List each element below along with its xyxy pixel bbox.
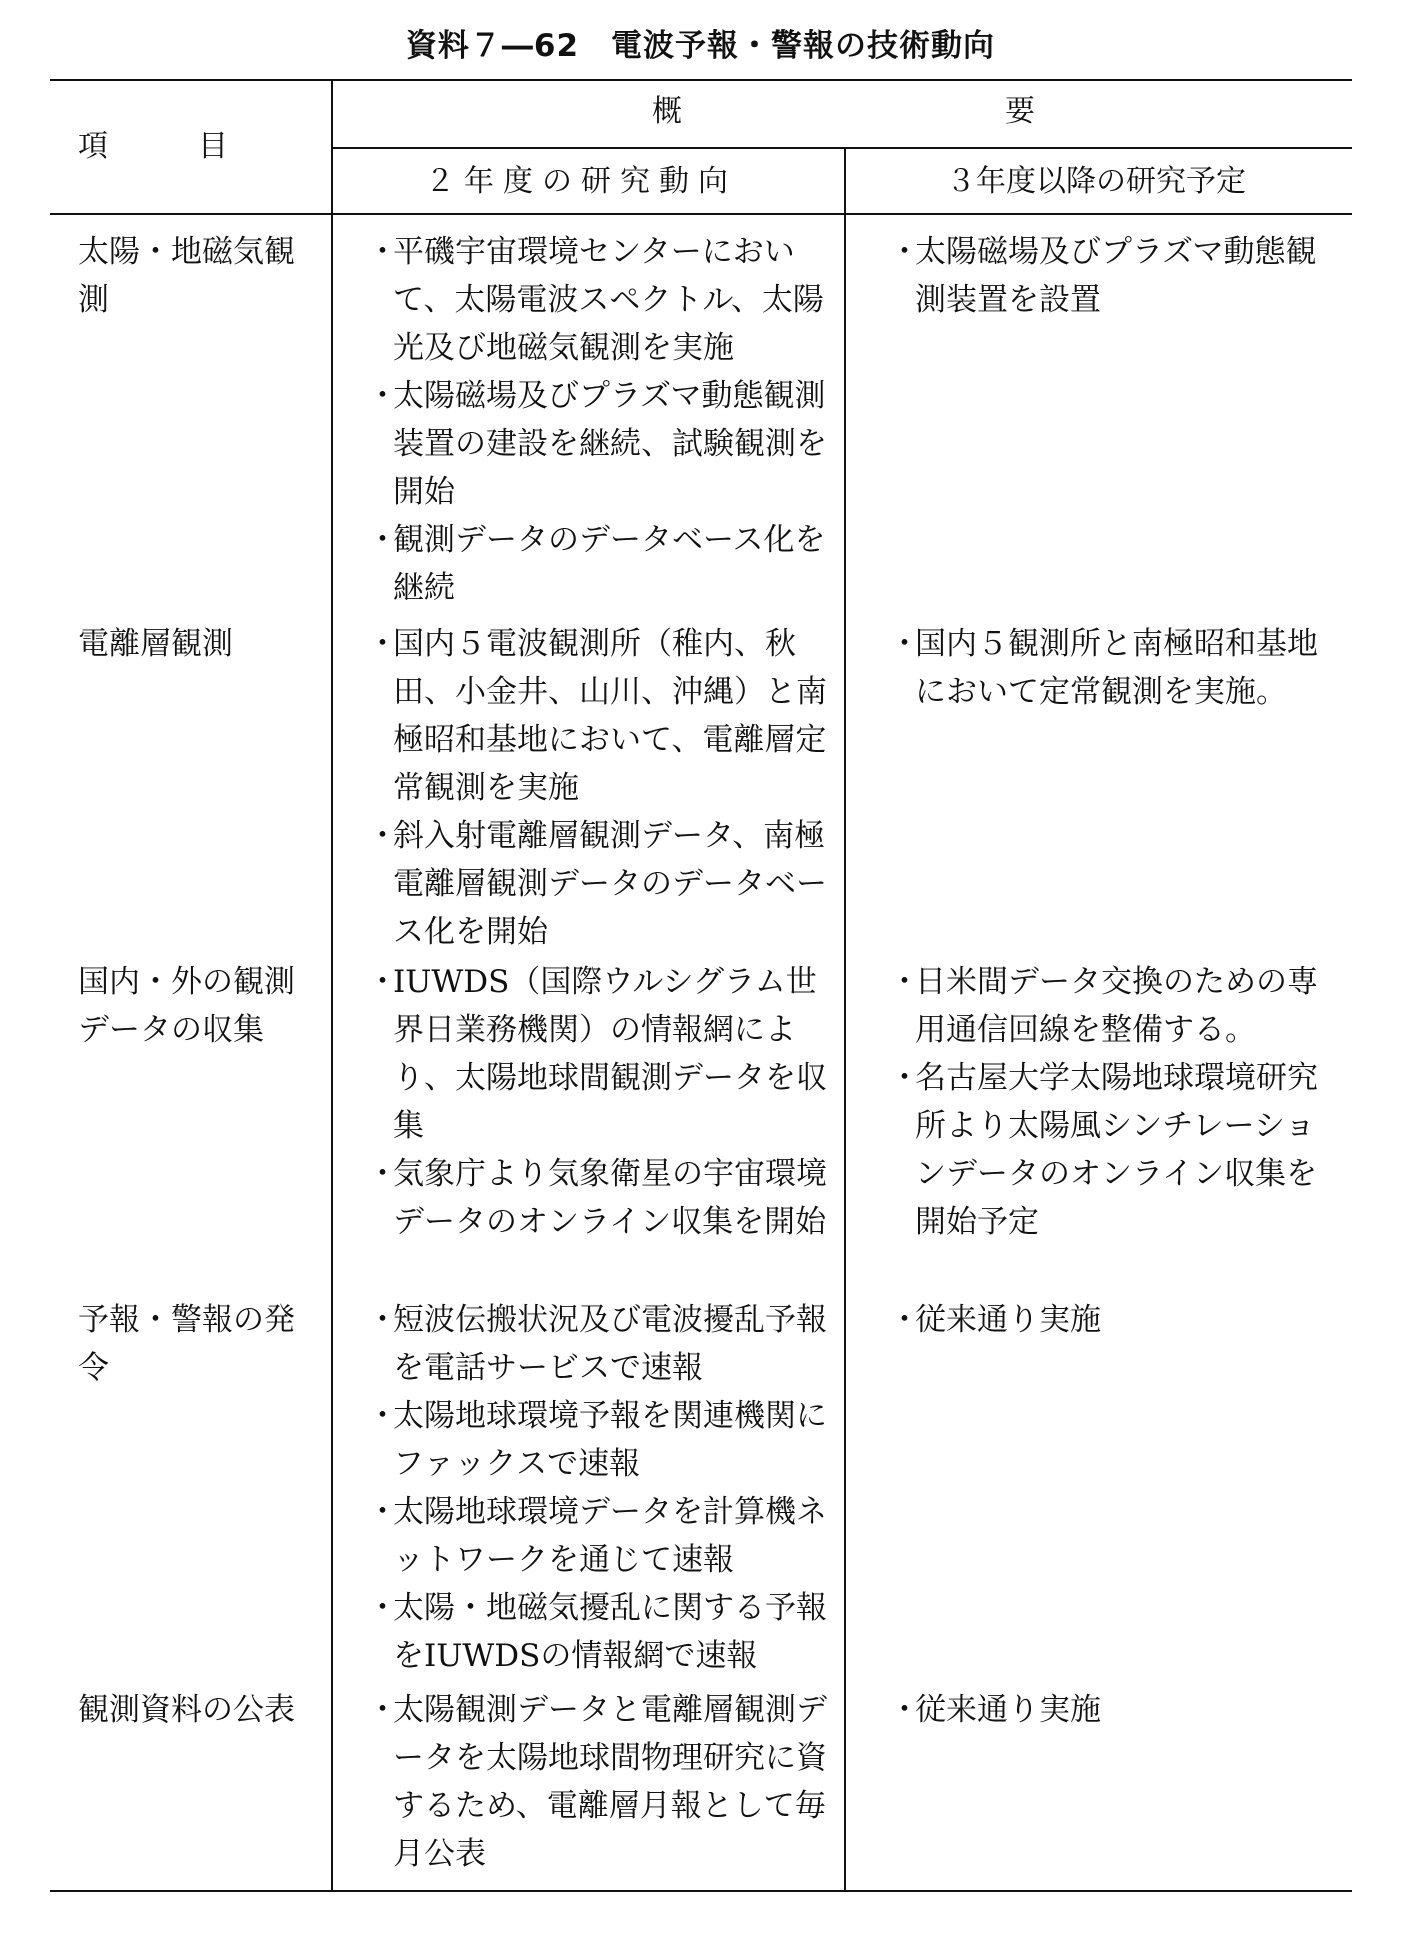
row-item-solar-geomagnetic: 太陽・地磁気観測 <box>78 234 295 318</box>
list-item: ・ 太陽磁場及びプラズマ動態観測装置の建設を継続、試験観測を開始 <box>367 378 827 510</box>
row-item-data-collection: 国内・外の観測データの収集 <box>78 964 295 1048</box>
list-item: ・ 太陽・地磁気擾乱に関する予報をIUWDSの情報網で速報 <box>367 1590 827 1674</box>
header-item-label: 項 目 <box>78 129 228 164</box>
list-item: ・ 国内５電波観測所（稚内、秋田、小金井、山川、沖縄）と南極昭和基地において、電離層定常観測を実施 <box>367 626 827 806</box>
list-item: ・ 平磯宇宙環境センターにおいて、太陽電波スペクトル、太陽光及び地磁気観測を実施 <box>367 234 824 366</box>
header-overview-right: 要 <box>1005 94 1035 129</box>
row-future-publication <box>885 1686 1325 1734</box>
list-item: ・ 従来通り実施 <box>889 1302 1101 1338</box>
list-item: ・ 日米間データ交換のための専用通信回線を整備する。 <box>889 964 1318 1048</box>
row-future-data-collection <box>885 958 1325 1246</box>
list-item: ・ 太陽観測データと電離層観測データを太陽地球間物理研究に資するため、電離層月報として毎月公表 <box>367 1692 827 1872</box>
column-divider-item <box>331 79 333 1892</box>
list-item: ・ 太陽地球環境データを計算機ネットワークを通じて速報 <box>367 1494 827 1578</box>
list-item: ・ 気象庁より気象衛星の宇宙環境データのオンライン収集を開始 <box>367 1156 827 1240</box>
row-future-forecast-warning <box>885 1296 1325 1344</box>
row-current-solar-geomagnetic <box>363 228 833 612</box>
column-divider-plans <box>844 147 846 1892</box>
list-item: ・ 短波伝搬状況及び電波擾乱予報を電話サービスで速報 <box>367 1302 827 1386</box>
list-item: ・ 国内５観測所と南極昭和基地において定常観測を実施。 <box>889 626 1318 710</box>
row-future-solar-geomagnetic <box>885 228 1325 324</box>
list-item: ・ 斜入射電離層観測データ、南極電離層観測データのデータベース化を開始 <box>367 818 827 950</box>
list-item: ・ 太陽地球環境予報を関連機関にファックスで速報 <box>367 1398 827 1482</box>
list-item: ・ 名古屋大学太陽地球環境研究所より太陽風シンチレーションデータのオンライン収集を開始予定 <box>889 1060 1318 1240</box>
row-current-publication <box>363 1686 833 1878</box>
row-current-ionosphere <box>363 620 833 956</box>
row-future-ionosphere <box>885 620 1325 716</box>
row-item-forecast-warning: 予報・警報の発令 <box>78 1302 295 1386</box>
row-current-forecast-warning <box>363 1296 833 1680</box>
list-item: ・ 従来通り実施 <box>889 1692 1101 1728</box>
header-future-plans: ３年度以降の研究予定 <box>946 164 1246 199</box>
list-item: ・ 太陽磁場及びプラズマ動態観測装置を設置 <box>889 234 1317 318</box>
list-item: ・ IUWDS（国際ウルシグラム世界日業務機関）の情報網により、太陽地球間観測データを収集 <box>367 964 827 1144</box>
header-overview-left: 概 <box>652 94 682 129</box>
row-item-ionosphere: 電離層観測 <box>78 626 233 662</box>
header-current-research: ２年度の研究動向 <box>425 164 737 199</box>
table-top-rule <box>50 79 1352 81</box>
header-bottom-rule <box>50 213 1352 215</box>
row-current-data-collection <box>363 958 833 1246</box>
row-item-publication: 観測資料の公表 <box>78 1692 295 1728</box>
page-title: 資料７―62 電波予報・警報の技術動向 <box>405 28 996 64</box>
list-item: ・ 観測データのデータベース化を継続 <box>367 522 826 606</box>
header-divider-rule <box>331 147 1352 149</box>
table-bottom-rule <box>50 1890 1352 1892</box>
